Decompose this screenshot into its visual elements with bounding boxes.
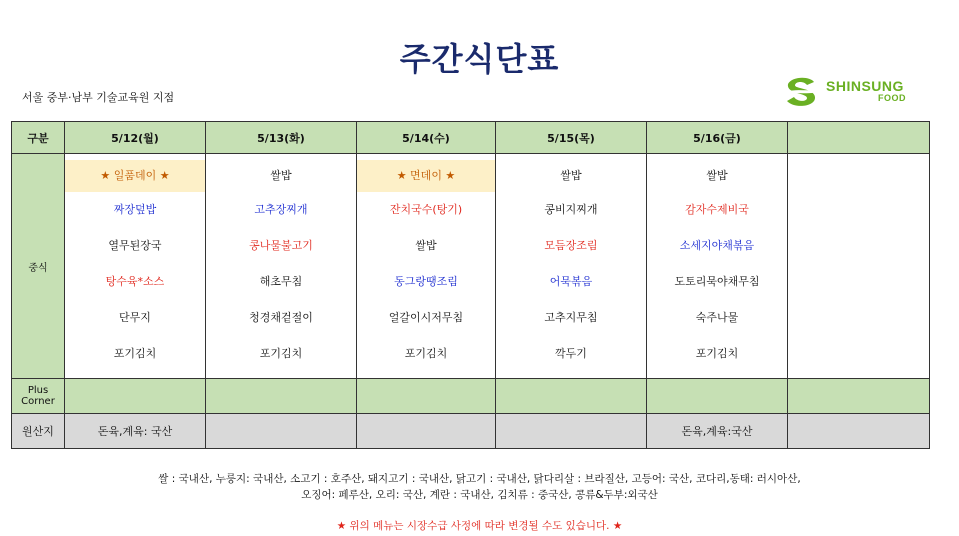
day-header: 5/14(수): [357, 122, 496, 154]
menu-item: 포기김치: [695, 347, 739, 360]
menu-item: 해초무침: [259, 275, 303, 288]
day-menu-cell: [65, 154, 206, 379]
menu-item: 쌀밥: [270, 169, 292, 182]
menu-item: 쌀밥: [560, 169, 582, 182]
origin-cell: 돈육,계육: 국산: [65, 414, 206, 449]
lunch-row: [12, 154, 930, 379]
menu-item: 감자수제비국: [685, 203, 749, 216]
day-header: 5/16(금): [647, 122, 788, 154]
plus-corner-label: [12, 379, 65, 414]
menu-item: 깍두기: [555, 347, 587, 360]
plus-corner-cell: [206, 379, 357, 414]
logo-s-icon: [782, 74, 822, 110]
shinsung-logo: [782, 74, 922, 110]
menu-item: 탕수육*소스: [105, 275, 165, 288]
weekly-menu-table: [11, 121, 930, 449]
menu-item: 열무된장국: [108, 239, 162, 252]
origin-footnote-line1: 쌀 : 국내산, 누룽지: 국내산, 소고기 : 호주산, 돼지고기 : 국내산, 닭고기 : 국내산, 닭다리살 : 브라질산, 고등어: 국산, 코다리,동태: 러시아산,: [158, 473, 801, 485]
menu-item: 잔치국수(탕기): [389, 203, 463, 216]
menu-item: 동그랑땡조림: [394, 275, 458, 288]
origin-footnote-line2: 오징어: 페루산, 오리: 국산, 계란 : 국내산, 김치류 : 중국산, 콩류&두부:외국산: [301, 489, 658, 501]
day-header: 5/12(월): [65, 122, 206, 154]
day-menu-cell: [647, 154, 788, 379]
day-menu-cell: [357, 154, 496, 379]
lunch-label: 중식: [12, 154, 65, 379]
menu-item: 고추장찌개: [254, 203, 308, 216]
menu-item: 짜장덮밥: [113, 203, 157, 216]
menu-item: 포기김치: [404, 347, 448, 360]
origin-label: 원산지: [12, 414, 65, 449]
origin-cell: [788, 414, 930, 449]
header-row: [12, 122, 930, 154]
menu-item: 콩비지찌개: [544, 203, 598, 216]
menu-item: 단무지: [119, 311, 151, 324]
menu-item: ★ 면데이 ★: [357, 160, 495, 192]
day-menu-cell: [206, 154, 357, 379]
logo-wordmark: SHINSUNG: [826, 78, 904, 94]
menu-item: 숙주나물: [695, 311, 739, 324]
plus-corner-cell: [65, 379, 206, 414]
origin-cell: [206, 414, 357, 449]
plus-corner-label-line1: Plus: [27, 385, 49, 396]
plus-corner-cell: [357, 379, 496, 414]
day-header: 5/13(화): [206, 122, 357, 154]
branch-name: 서울 중부·남부 기술교육원 지점: [22, 91, 175, 104]
origin-cell: [496, 414, 647, 449]
menu-item: 모듬장조림: [544, 239, 598, 252]
menu-item: 쌀밥: [706, 169, 728, 182]
plus-corner-cell: [647, 379, 788, 414]
menu-item: 포기김치: [113, 347, 157, 360]
menu-item: 소세지야채볶음: [679, 239, 755, 252]
logo-submark: FOOD: [878, 93, 906, 103]
plus-corner-cell: [788, 379, 930, 414]
day-header: [788, 122, 930, 154]
plus-corner-label-line2: Corner: [21, 396, 55, 407]
menu-item: 도토리묵야채무침: [674, 275, 760, 288]
menu-item: 얼갈이시저무침: [388, 311, 464, 324]
origin-row: [12, 414, 930, 449]
origin-cell: 돈육,계육:국산: [647, 414, 788, 449]
day-menu-cell: [496, 154, 647, 379]
menu-item: 포기김치: [259, 347, 303, 360]
day-menu-cell: [788, 154, 930, 379]
menu-item: 고추지무침: [544, 311, 598, 324]
origin-cell: [357, 414, 496, 449]
day-header: 5/15(목): [496, 122, 647, 154]
menu-change-notice: ★ 위의 메뉴는 시장수급 사정에 따라 변경될 수도 있습니다. ★: [336, 520, 623, 532]
menu-item: ★ 일품데이 ★: [65, 160, 205, 192]
menu-item: 콩나물불고기: [249, 239, 313, 252]
menu-item: 쌀밥: [415, 239, 437, 252]
corner-header: 구분: [12, 122, 65, 154]
plus-corner-cell: [496, 379, 647, 414]
menu-item: 청경채겉절이: [249, 311, 313, 324]
menu-item: 어묵볶음: [549, 275, 593, 288]
page-title: 주간식단표: [399, 40, 560, 78]
plus-corner-row: [12, 379, 930, 414]
